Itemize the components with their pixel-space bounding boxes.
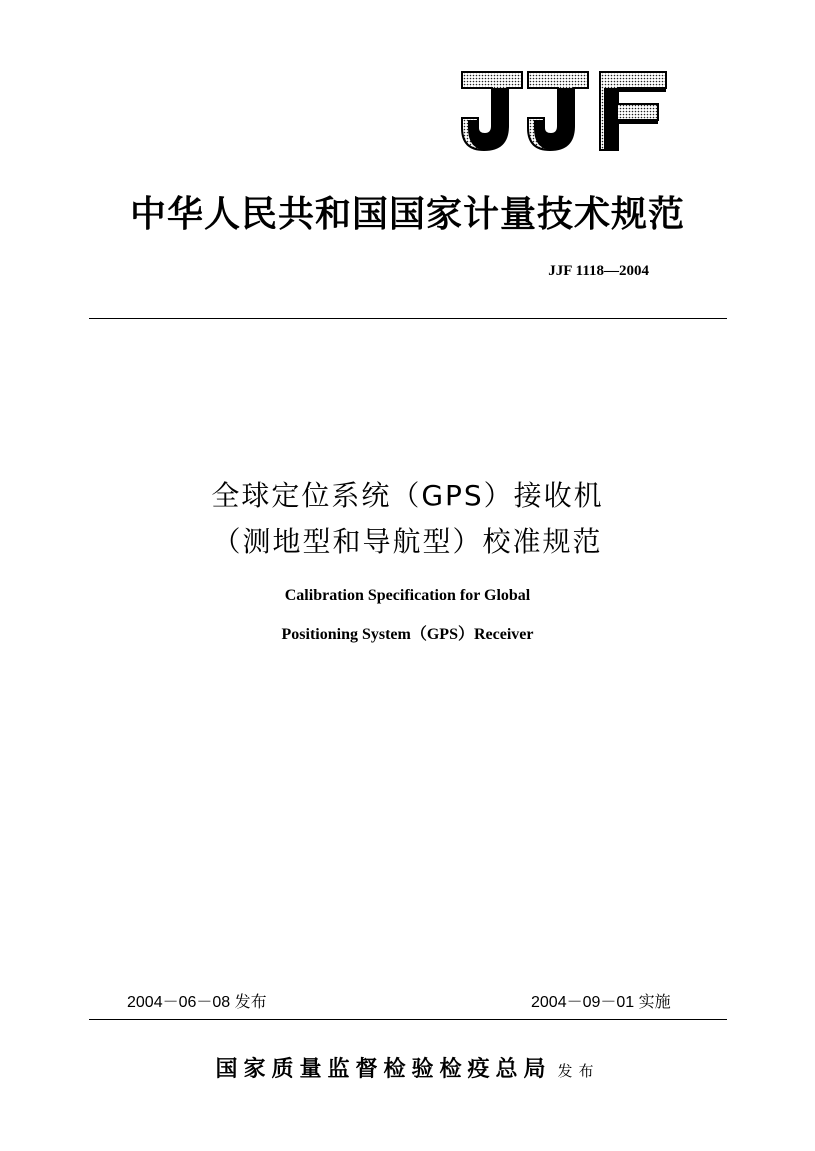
logo-letter-j1 bbox=[462, 72, 522, 150]
chinese-title-line-2: （测地型和导航型）校准规范 bbox=[212, 525, 603, 558]
issue-date: 2004－06－08 发布 bbox=[127, 994, 267, 1011]
english-title-line-1: Calibration Specification for Global bbox=[284, 587, 531, 604]
logo-letter-f bbox=[600, 72, 666, 150]
english-title-line-2: Positioning System（GPS）Receiver bbox=[281, 626, 534, 643]
publisher-line bbox=[0, 1052, 815, 1083]
divider-bottom bbox=[89, 1019, 727, 1020]
divider-top bbox=[89, 318, 727, 319]
jjf-logo-mark bbox=[460, 68, 670, 154]
logo-letter-j2 bbox=[528, 72, 588, 150]
effective-date: 2004－09－01 实施 bbox=[531, 994, 671, 1011]
standard-code: JJF 1118—2004 bbox=[548, 263, 649, 279]
chinese-title-line-1: 全球定位系统（GPS）接收机 bbox=[211, 479, 604, 512]
publisher-name: 国家质量监督检验检疫总局 bbox=[215, 1057, 552, 1082]
jjf-logo bbox=[460, 68, 670, 154]
publisher-suffix: 发布 bbox=[557, 1062, 600, 1080]
standard-series-title: 中华人民共和国国家计量技术规范 bbox=[129, 194, 685, 235]
